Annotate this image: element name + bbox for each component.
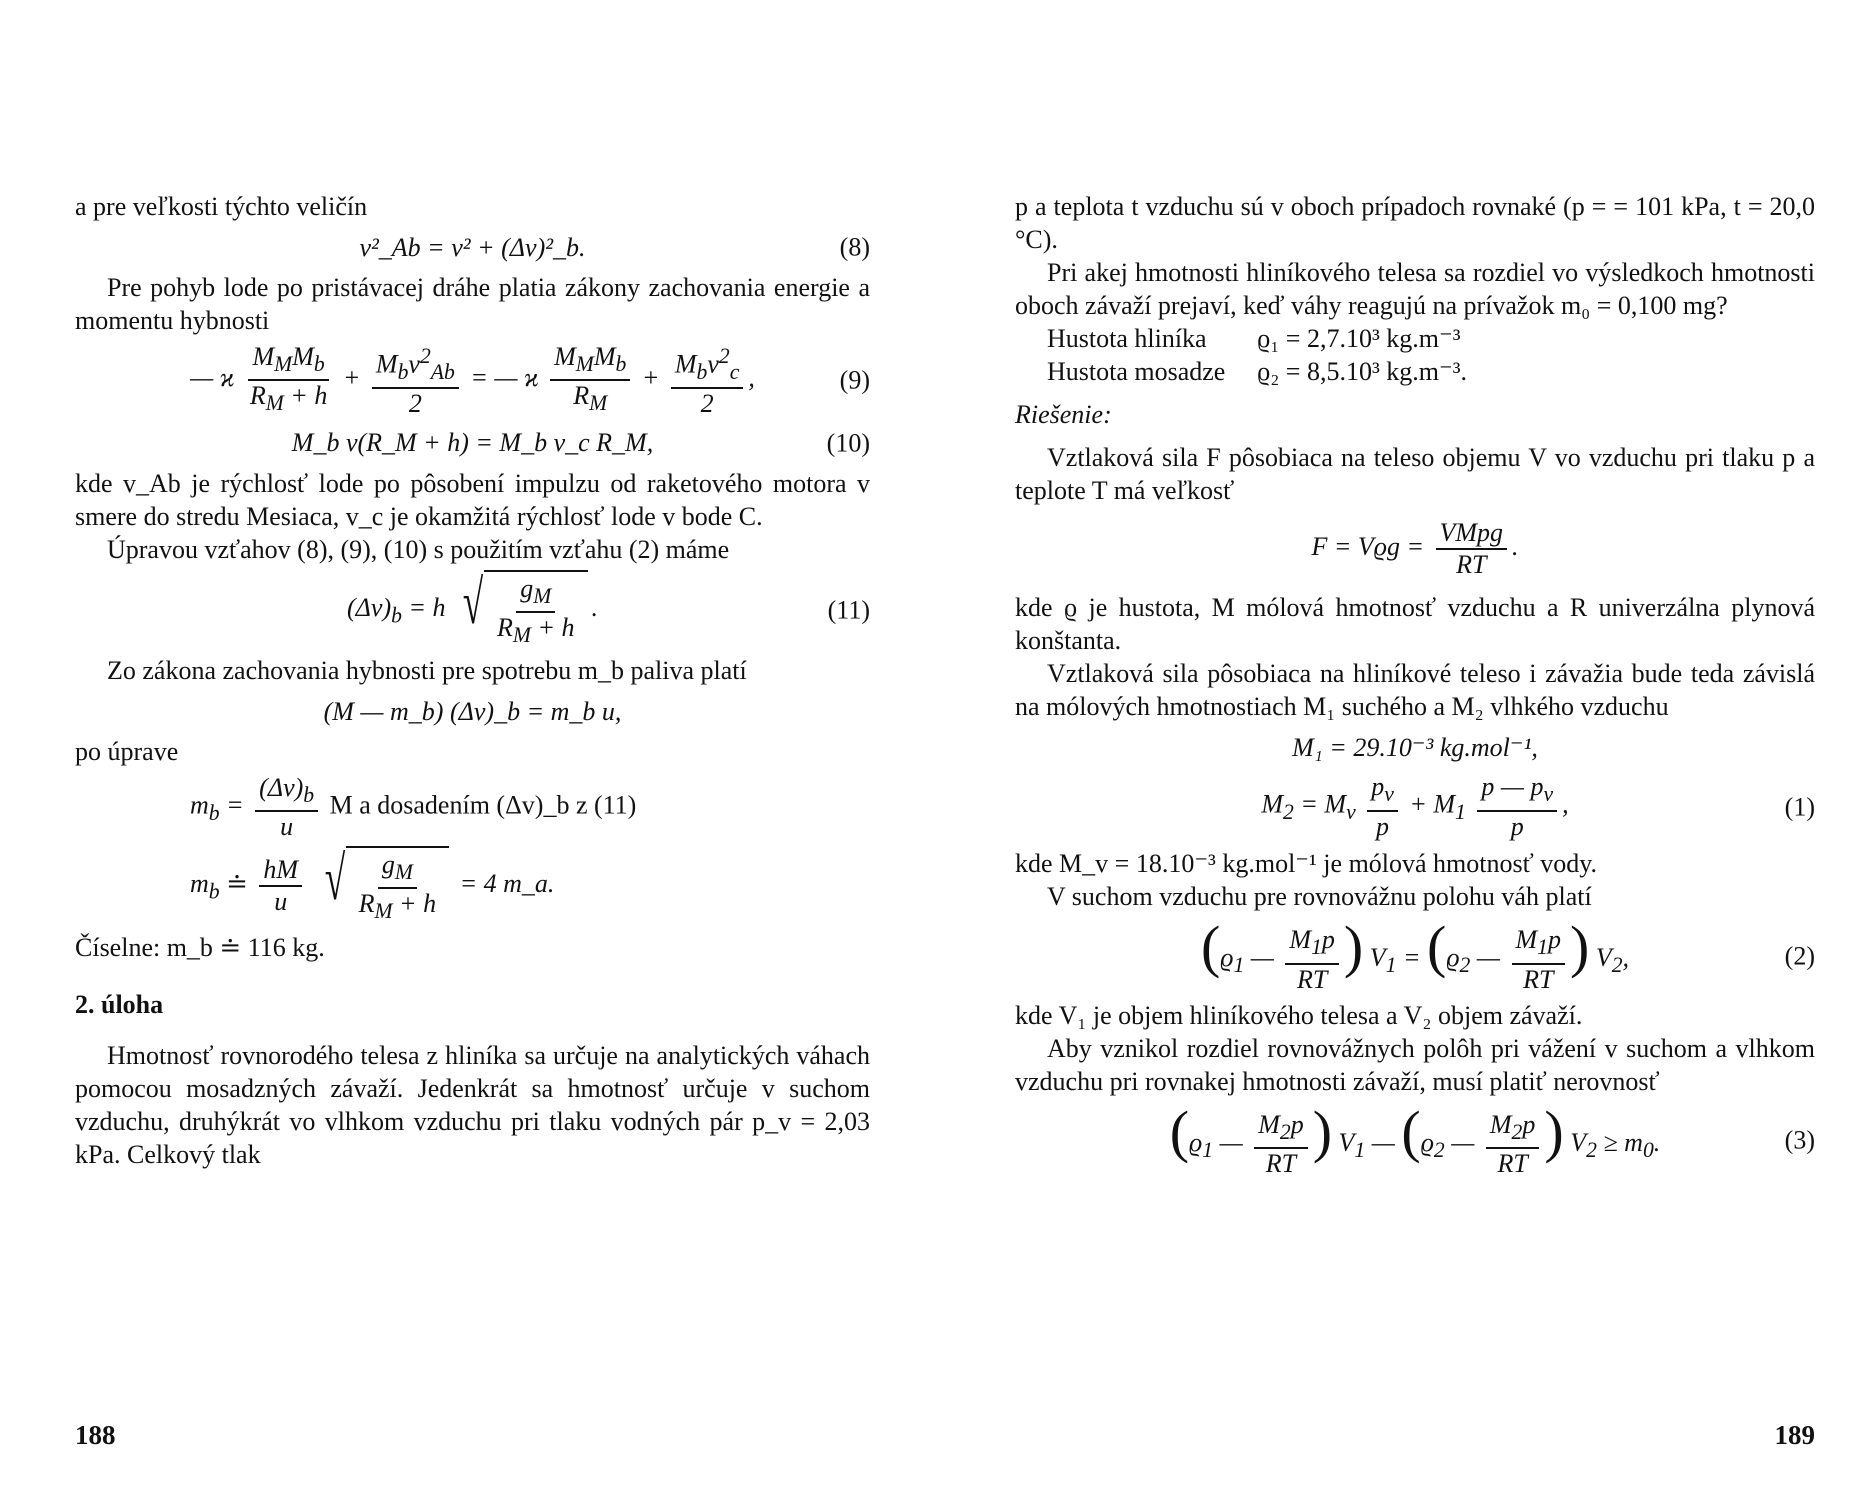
- paragraph: Zo zákona zachovania hybnosti pre spotrebu m_b paliva platí: [107, 656, 747, 686]
- paragraph: Aby vznikol rozdiel rovnovážnych polôh pri vážení v suchom a vlhkom vzduchu pri rovnakej hmotnosti závaží, musí platiť nerovnosť: [1015, 1033, 1815, 1096]
- equation-2: ($ϱ_1$ — $\frac{M_1p}{RT}$ ) $V_1 = (ϱ_2$ — $\frac{M_1p}{RT}$ ) $V_2$, (2): [1200, 914, 1815, 994]
- paragraph: a pre veľkosti týchto veličín: [75, 192, 368, 221]
- paragraph: Vztlaková sila pôsobiaca na hliníkové teleso i závažia bude teda závislá na mólových hmotnostiach M₁ suchého a M₂ vlhkého vzduchu: [1015, 659, 1815, 721]
- equation-number: (8): [839, 232, 870, 262]
- page-number: 188: [75, 1420, 116, 1450]
- paragraph: V suchom vzduchu pre rovnovážnu polohu váh platí: [1047, 882, 1592, 911]
- equation-10: [75, 423, 870, 463]
- density-value: ϱ₁ = 2,7.10³ kg.m⁻³: [1257, 324, 1461, 353]
- equation-body: v²_Ab = v² + (Δv)²_b.: [359, 232, 586, 262]
- equation-number: (9): [839, 365, 870, 395]
- equation-M1: [1015, 727, 1815, 767]
- equation-9: — ϰ $\frac{M_MM_b}{R_M + h}$ + $\frac{M_bv^2_{Ab}}{2}$ = — ϰ $\frac{M_MM_b}{R_M}$ + $\frac{M_bv^2_c}{2}$ , (9): [190, 341, 870, 418]
- paragraph: kde v_Ab je rýchlosť lode po pôsobení impulzu od raketového motora v smere do stredu Mesiaca, v_c je okamžitá rýchlosť lode v bode C.: [75, 468, 870, 531]
- equation-body: (M — m_b) (Δv)_b = m_b u,: [323, 696, 622, 726]
- paragraph: Hmotnosť rovnorodého telesa z hliníka sa určuje na analytických váhach pomocou mosadzných závaží. Jedenkrát sa hmotnosť určuje v suchom vzduchu, druhýkrát vo vlhkom vzduchu pri tlaku vodných pár p_v = 2,03 kPa. Celkový tlak: [75, 1040, 870, 1169]
- paragraph: Vztlaková sila F pôsobiaca na teleso objemu V vo vzduchu pri tlaku p a teplote T má veľkosť: [1015, 443, 1815, 505]
- paragraph: kde ϱ je hustota, M mólová hmotnosť vzduchu a R univerzálna plynová konštanta.: [1015, 593, 1815, 655]
- equation-1: $M_2 = M_v$ $\frac{p_v}{p}$ + $M_1$ $\frac{p — p_v}{p}$ , (1): [1261, 772, 1815, 841]
- equation-8: [75, 227, 870, 267]
- equation-tail: = 4 m_a.: [459, 869, 555, 899]
- paragraph: Pri akej hmotnosti hliníkového telesa sa rozdiel vo výsledkoch hmotnosti oboch závaží prejaví, keď váhy reagujú na prívažok m₀ = 0,100 mg?: [1015, 258, 1815, 320]
- paragraph: kde M_v = 18.10⁻³ kg.mol⁻¹ je mólová hmotnosť vody.: [1015, 849, 1598, 878]
- paragraph: p a teplota t vzduchu sú v oboch prípadoch rovnaké (p = = 101 kPa, t = 20,0 °C).: [1015, 192, 1815, 254]
- equation-number: (10): [826, 428, 870, 458]
- paragraph: Úpravou vzťahov (8), (9), (10) s použitím vzťahu (2) máme: [107, 534, 730, 564]
- density-label: Hustota hliníka: [1047, 324, 1207, 353]
- paragraph: kde V₁ je objem hliníkového telesa a V₂ objem závaží.: [1015, 1000, 1583, 1030]
- equation-13: $m_b$ = $\frac{(\Delta v)_b}{u}$ M a dosadením (Δv)_b z (11): [190, 772, 637, 841]
- equation-body: M_b v(R_M + h) = M_b v_c R_M,: [291, 428, 654, 458]
- equation-number: (3): [1784, 1125, 1815, 1155]
- density-brass-row: [1015, 355, 1815, 388]
- equation-number: (2): [1784, 941, 1815, 971]
- equation-3: ($ϱ_1$ — $\frac{M_2p}{RT}$ ) $V_1$ — ($ϱ_2$ — $\frac{M_2p}{RT}$ ) $V_2 \ge m_0$. (3): [1169, 1098, 1815, 1179]
- equation-number: (1): [1784, 792, 1815, 822]
- paragraph: Pre pohyb lode po pristávacej dráhe platia zákony zachovania energie a momentu hybnosti: [75, 273, 870, 335]
- density-aluminium-row: [1015, 322, 1815, 355]
- paragraph: po úprave: [75, 737, 179, 767]
- section-heading: 2. úloha: [75, 989, 164, 1019]
- right-page: [935, 0, 1870, 1500]
- right-text-column: [1015, 190, 1815, 1183]
- equation-12: [75, 691, 870, 731]
- page-number: 189: [1774, 1420, 1815, 1450]
- solution-label: Riešenie:: [1015, 400, 1112, 429]
- left-text-column: [75, 190, 870, 1171]
- density-value: ϱ₂ = 8,5.10³ kg.m⁻³.: [1257, 357, 1467, 386]
- equation-number: (11): [827, 595, 870, 625]
- equation-tail: M a dosadením (Δv)_b z (11): [329, 790, 637, 820]
- equation-force: F = Vϱg = $\frac{\text{VMpg}}{RT}$ .: [1311, 518, 1519, 579]
- equation-body: M₁ = 29.10⁻³ kg.mol⁻¹,: [1292, 732, 1538, 762]
- equation-11: $(\Delta v)_b = h$ √ $\frac{g_M}{R_M + h}$ . (11): [75, 570, 870, 650]
- equation-14: $m_b$ ≐ $\frac{hM}{u}$ √ $\frac{g_M}{R_M + h}$ = 4 m_a.: [75, 846, 870, 926]
- density-label: Hustota mosadze: [1047, 357, 1226, 386]
- paragraph: Číselne: m_b ≐ 116 kg.: [75, 932, 325, 962]
